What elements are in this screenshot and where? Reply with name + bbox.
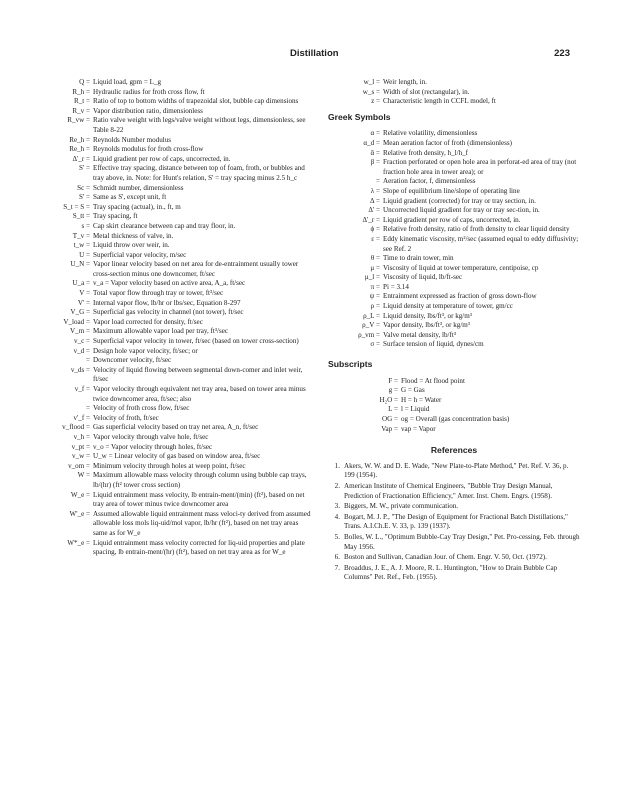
definition: G = Gas [401,386,425,395]
greek-symbol-entry [328,264,580,274]
definition: Liquid gradient (corrected) for tray or tray section, in. [383,196,536,205]
nomenclature-entry [44,404,312,414]
definition: Pi = 3.14 [383,282,409,291]
symbol: V' = [77,298,90,307]
nomenclature-entry [328,78,580,88]
nomenclature-left-column [44,78,312,558]
symbol: v_d = [73,346,90,355]
definition: Entrainment expressed as fraction of gross down-flow [383,292,537,301]
symbol: ϕ = [370,225,380,234]
symbol: λ = [370,186,380,195]
definition: Minimum velocity through holes at weep point, ft/sec [93,461,246,470]
greek-symbol-entry [328,129,580,139]
definition: Time to drain tower, min [383,254,454,263]
nomenclature-entry [328,97,580,107]
nomenclature-entry [44,366,312,385]
definition: Assumed allowable liquid entrainment mass veloci-ty derived from assumed allowable loss mols liq-uid/mol vapor, lb/hr (ft²), based on net tray areas same as for W_e [93,509,311,537]
definition: Schmidt number, dimensionless [93,183,184,192]
nomenclature-continued [328,78,580,107]
symbol: t_w = [73,241,90,250]
symbol: ρ_L = [363,311,380,320]
reference-item [328,502,580,512]
definition: Vapor linear velocity based on net area for de-entrainment usually tower cross-section minus one downcomer, ft/sec [93,260,299,278]
symbol: Re_h = [69,145,90,154]
definition: Superficial gas velocity in channel (not tower), ft/sec [93,308,244,317]
symbol: L = [388,405,398,414]
nomenclature-entry [44,279,312,289]
symbol: W_e = [70,490,90,499]
reference-item [328,482,580,501]
definition: U_w = Linear velocity of gas based on window area, ft/sec [93,452,261,461]
symbol: U_a = [72,279,90,288]
greek-symbols-heading: Greek Symbols [328,111,391,122]
nomenclature-entry [44,78,312,88]
nomenclature-entry [44,471,312,490]
greek-symbol-entry [328,225,580,235]
definition: Uncorrected liquid gradient for tray or tray sec-tion, in. [383,206,540,215]
nomenclature-entry [44,251,312,261]
definition: vap = Vapor [401,424,436,433]
symbol: S' = [79,193,90,202]
reference-number: 2. [334,481,340,490]
definition: og = Overall (gas concentration basis) [401,415,510,423]
symbol: π = [370,282,380,291]
symbol: ψ = [369,292,380,301]
reference-number: 5. [334,532,340,541]
reference-number: 3. [334,502,340,511]
nomenclature-entry [44,433,312,443]
symbol: R_h = [72,87,90,96]
subscripts-heading: Subscripts [328,359,373,370]
nomenclature-entry [44,318,312,328]
reference-text: Bogart, M. J. P., "The Design of Equipment for Fractional Batch Distillations," Trans. A.I.Ch.E. V. 33, p. 139 (1937). [344,512,568,531]
nomenclature-right-column [328,78,580,584]
nomenclature-entry [44,241,312,251]
symbol: S_tt = [72,212,90,221]
symbol: w_l = [363,78,380,86]
nomenclature-entry [44,232,312,242]
symbol: Δ'_r = [72,154,90,163]
symbol: W = [77,471,90,480]
definition: Viscosity of liquid, lb/ft-sec [383,273,463,282]
nomenclature-entry [44,145,312,155]
definition: Mean aeration factor of froth (dimensionless) [383,138,513,147]
nomenclature-entry [44,385,312,404]
nomenclature-entry [44,212,312,222]
greek-symbol-entry [328,177,580,187]
symbol: z = [371,97,380,106]
definition: Superficial vapor velocity, m/sec [93,250,187,259]
nomenclature-entry [328,88,580,98]
definition: Liquid entrainment mass velocity, lb entrain-ment/(min) (ft²), based on net tray area of tower minus twice downcomer area [93,490,305,509]
definition: Vapor load corrected for density, ft/sec [93,317,203,326]
greek-symbol-entry [328,302,580,312]
subscript-entry [328,425,580,435]
symbol: v_flood = [62,423,90,432]
symbol: ρ_vm = [358,330,380,339]
symbol: = [85,356,90,365]
definition: Cap skirt clearance between cap and tray floor, in. [93,221,236,230]
definition: Relative froth density, ratio of froth density to clear liquid density [383,225,570,234]
reference-item [328,462,580,481]
definition: Velocity of liquid flowing between segmental down-comer and inlet weir, ft/sec [93,365,303,384]
symbol: V_load = [63,317,90,326]
symbol: OG = [381,415,398,423]
reference-number: 7. [334,563,340,572]
greek-symbol-entry [328,321,580,331]
symbol: Q = [79,78,90,86]
definition: Aeration factor, f, dimensionless [383,177,476,186]
definition: v_a = Vapor velocity based on active area, A_a, ft/sec [93,279,246,288]
symbol: Vap = [381,424,398,433]
greek-symbol-entry [328,235,580,254]
nomenclature-entry [44,356,312,366]
definition: Width of slot (rectangular), in. [383,87,470,96]
symbol: α_d = [363,138,380,147]
symbol: v_om = [68,461,90,470]
subscript-entry [328,386,580,396]
definition: Tray spacing, ft [93,212,138,221]
definition: Hydraulic radius for froth cross flow, ft [93,87,205,96]
nomenclature-entry [44,193,312,203]
definition: Fraction perforated or open hole area in perforat-ed area of tray (not fraction hole area in tower area); or [383,158,577,176]
symbol: v_h = [73,432,90,441]
symbol: v_w = [72,452,90,461]
definition: Weir length, in. [383,78,427,86]
definition: Internal vapor flow, lb/hr or lbs/sec, Equation 8-297 [93,298,241,307]
definition: Vapor density, lbs/ft³, or kg/m³ [383,321,470,330]
symbol: V_m = [70,327,90,336]
symbol: W'_e = [69,509,90,518]
nomenclature-entry [44,88,312,98]
symbol: H₂O = [379,395,398,404]
nomenclature-entry [44,136,312,146]
symbol: ᾱ = [370,148,380,157]
nomenclature-entry [44,97,312,107]
nomenclature-entry [44,164,312,183]
symbol: W*_e = [67,538,90,547]
references-list [328,462,580,583]
greek-symbol-entry [328,206,580,216]
greek-symbol-entry [328,216,580,226]
definition: Maximum allowable mass velocity through column using bubble cap trays, lb/(hr) (ft² tower cross section) [93,471,307,489]
definition: Relative volatility, dimensionless [383,129,478,138]
symbol: μ_l = [364,273,380,282]
symbol: Re_h = [69,135,90,144]
definition: Valve metal density, lb/ft³ [383,330,456,339]
nomenclature-entry [44,462,312,472]
symbol: ρ = [370,302,380,311]
definition: Vapor distribution ratio, dimensionless [93,106,203,115]
symbol: T_v = [72,231,90,240]
greek-symbol-entry [328,254,580,264]
nomenclature-entry [44,107,312,117]
symbol: s = [81,221,90,230]
symbol: σ = [370,340,380,349]
nomenclature-entry [44,327,312,337]
greek-symbol-entry [328,139,580,149]
symbol: U = [79,250,90,259]
nomenclature-entry [44,414,312,424]
subscript-entry [328,377,580,387]
definition: Gas superficial velocity based on tray net area, A_n, ft/sec [93,423,259,432]
symbol: V_G = [70,308,90,317]
definition: Liquid throw over weir, in. [93,241,170,250]
symbol: R_v = [72,106,90,115]
symbol: ε = [371,234,380,243]
subscript-entry [328,415,580,425]
symbol: α = [370,129,380,138]
definition: Downcomer velocity, ft/sec [93,356,172,365]
symbol: = [85,404,90,413]
definition: Velocity of froth cross flow, ft/sec [93,404,190,413]
symbol: S_t = S = [63,202,90,211]
nomenclature-entry [44,222,312,232]
definition: Ratio valve weight with legs/valve weight without legs, dimensionless, see Table 8-22 [93,116,306,134]
symbol: v_pt = [71,442,90,451]
greek-symbols-list [328,129,580,350]
symbol: U_N = [70,260,90,269]
reference-number: 1. [334,461,340,470]
definition: H = h = Water [401,395,442,404]
greek-symbol-entry [328,149,580,159]
nomenclature-entry [44,423,312,433]
symbol: Δ = [370,196,380,205]
definition: Reynolds modulus for froth cross-flow [93,145,204,154]
definition: Effective tray spacing, distance between top of foam, froth, or bubbles and tray above, in. Note: for Hunt's relation, S' = tray spacing minus 2.5 h_c [93,164,305,182]
symbol: Δ' = [368,206,380,215]
definition: Slope of equilibrium line/slope of operating line [383,186,520,195]
definition: Same as S', except unit, ft [93,193,167,202]
definition: Liquid load, gpm = L_g [93,78,162,86]
definition: Total vapor flow through tray or tower, ft³/sec [93,289,224,298]
reference-number: 4. [334,512,340,521]
definition: Characteristic length in CCFL model, ft [383,97,496,106]
symbol: w_s = [362,87,380,96]
definition: Liquid gradient per row of caps, uncorrected, in. [383,215,521,224]
references-heading: References [430,445,478,456]
reference-text: Bolles, W. L., "Optimum Bubble-Cay Tray Design," Pet. Pro-cessing, Feb. through May 1956. [344,532,580,551]
symbol: v_c = [73,337,90,346]
definition: Tray spacing (actual), in., ft, m [93,202,181,211]
nomenclature-entry [44,443,312,453]
definition: Liquid density at temperature of tower, gm/cc [383,302,513,311]
definition: Velocity of froth, ft/sec [93,413,159,422]
symbol: V = [79,289,90,298]
symbol: R_t = [73,97,90,106]
greek-symbol-entry [328,197,580,207]
nomenclature-entry [44,347,312,357]
greek-symbol-entry [328,283,580,293]
symbol: S' = [79,164,90,173]
greek-symbol-entry [328,273,580,283]
nomenclature-entry [44,452,312,462]
definition: v_o = Vapor velocity through holes, ft/sec [93,442,213,451]
definition: Vapor velocity through valve hole, ft/sec [93,432,209,441]
subscript-entry [328,396,580,406]
nomenclature-entry [44,184,312,194]
reference-text: Broaddus, J. E., A. J. Moore, R. L. Huntington, "How to Drain Bubble Cap Columns" Pet. Ref., Feb. (1955). [344,563,558,582]
definition: Metal thickness of valve, in. [93,231,174,240]
symbol: μ = [370,263,380,272]
page-header [0,48,619,62]
reference-text: Boston and Sullivan, Canadian Jour. of Chem. Engr. V. 50, Oct. (1972). [344,553,547,562]
nomenclature-entry [44,299,312,309]
definition: Viscosity of liquid at tower temperature, centipoise, cp [383,263,539,272]
greek-symbol-entry [328,292,580,302]
definition: Eddy kinematic viscosity, m²/sec (assumed equal to eddy diffusivity; see Ref. 2 [383,234,579,253]
symbol: F = [388,376,398,385]
nomenclature-entry [44,260,312,279]
definition: Liquid entrainment mass velocity corrected for liq-uid properties and plate spacing, lb entrain-ment/(hr) (ft²), based on net tray area as for W_e [93,538,305,557]
reference-item [328,533,580,552]
nomenclature-entry [44,116,312,135]
chapter-title: Distillation [290,48,339,59]
nomenclature-entry [44,155,312,165]
reference-text: Biggers, M. W., private communication. [344,502,459,511]
symbol: θ = [370,254,380,263]
symbol: v_ds = [70,365,90,374]
symbol: v'_f = [73,413,90,422]
nomenclature-entry [44,289,312,299]
definition: l = Liquid [401,405,430,414]
reference-number: 6. [334,553,340,562]
reference-text: Akers, W. W. and D. E. Wade, "New Plate-to-Plate Method," Pet. Ref. V. 36, p. 199 (1954). [344,461,569,480]
reference-text: American Institute of Chemical Engineers, "Bubble Tray Design Manual, Prediction of Fractionation Efficiency," Amer. Inst. Chem. Engrs. (1958). [344,481,553,500]
definition: Vapor velocity through equivalent net tray area, based on tower area minus twice downcomer area, ft/sec; also [93,385,306,403]
definition: Design hole vapor velocity, ft/sec; or [93,346,198,355]
symbol: R_vw = [67,116,90,125]
page-number: 223 [554,48,570,59]
nomenclature-entry [44,539,312,558]
nomenclature-entry [44,510,312,539]
definition: Maximum allowable vapor load per tray, ft³/sec [93,327,229,336]
definition: Flood = At flood point [401,376,465,385]
symbol: g = [388,386,398,395]
definition: Superficial vapor velocity in tower, ft/sec (based on tower cross-section) [93,337,299,346]
greek-symbol-entry [328,340,580,350]
nomenclature-entry [44,308,312,318]
subscript-entry [328,405,580,415]
greek-symbol-entry [328,187,580,197]
reference-item [328,513,580,532]
definition: Relative froth density, h_l/h_f [383,148,469,157]
greek-symbol-entry [328,331,580,341]
symbol: Δ'_r = [362,215,380,224]
symbol: β = [370,158,380,167]
symbol: v_f = [74,385,90,393]
definition: Liquid density, lbs/ft³, or kg/m³ [383,311,472,320]
nomenclature-entry [44,491,312,510]
reference-item [328,553,580,563]
greek-symbol-entry [328,312,580,322]
greek-symbol-entry [328,158,580,177]
definition: Liquid gradient per row of caps, uncorrected, in. [93,154,231,163]
symbol: Sc = [77,183,90,192]
nomenclature-entry [44,337,312,347]
subscripts-list [328,377,580,435]
symbol: = [375,177,380,186]
definition: Reynolds Number modulus [93,135,172,144]
nomenclature-entry [44,203,312,213]
reference-item [328,564,580,583]
symbol: ρ_V = [362,321,380,330]
definition: Ratio of top to bottom widths of trapezoidal slot, bubble cap dimensions [93,97,299,106]
definition: Surface tension of liquid, dynes/cm [383,340,484,349]
